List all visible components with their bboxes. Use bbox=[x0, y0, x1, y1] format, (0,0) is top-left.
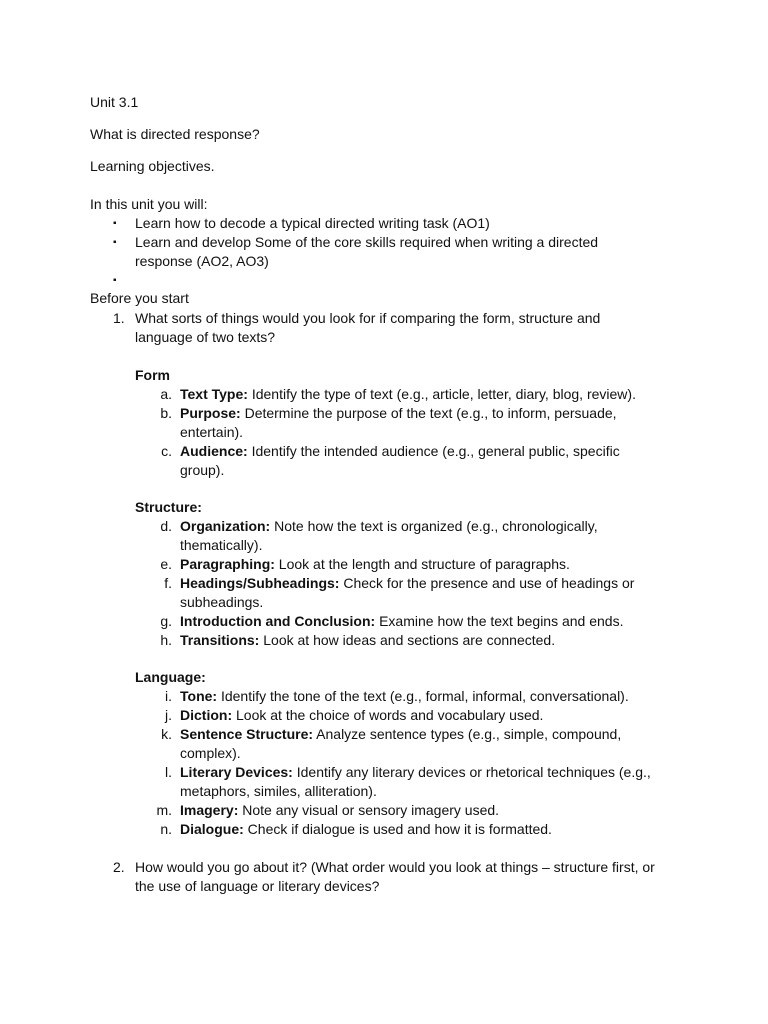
item-letter: n. bbox=[160, 821, 172, 837]
bullet-marker-empty: ▪ bbox=[113, 275, 117, 286]
list-item-diction bbox=[180, 706, 543, 725]
item-description: Identify any literary devices or rhetorical techniques (e.g., bbox=[292, 764, 651, 780]
item-description: Note how the text is organized (e.g., chronologically, bbox=[270, 518, 598, 534]
list-item-text-type bbox=[180, 385, 636, 404]
item-term: Sentence Structure: bbox=[180, 726, 314, 742]
item-letter: j. bbox=[165, 707, 172, 723]
objectives-label: Learning objectives. bbox=[90, 158, 215, 174]
item-letter: b. bbox=[160, 405, 172, 421]
item-letter: m. bbox=[156, 802, 172, 818]
list-item-literary-devices bbox=[180, 763, 651, 782]
item-description-continued: complex). bbox=[180, 745, 241, 761]
item-description: Note any visual or sensory imagery used. bbox=[238, 802, 500, 818]
item-term: Introduction and Conclusion: bbox=[180, 613, 376, 629]
question-text: What sorts of things would you look for if comparing the form, structure and bbox=[135, 310, 601, 326]
list-item-paragraphing bbox=[180, 555, 570, 574]
bullet-marker: ▪ bbox=[113, 237, 117, 248]
item-term: Headings/Subheadings: bbox=[180, 575, 340, 591]
list-item-purpose bbox=[180, 404, 617, 423]
item-description: Look at how ideas and sections are connected. bbox=[259, 632, 556, 648]
item-term: Transitions: bbox=[180, 632, 260, 648]
item-description: Check for the presence and use of headings or bbox=[339, 575, 635, 591]
item-term: Tone: bbox=[180, 688, 218, 704]
item-term: Organization: bbox=[180, 518, 271, 534]
list-item-organization bbox=[180, 517, 598, 536]
list-item-audience bbox=[180, 442, 620, 461]
item-description: Determine the purpose of the text (e.g., to inform, persuade, bbox=[240, 405, 617, 421]
item-letter: f. bbox=[164, 575, 172, 591]
question-text-continued: language of two texts? bbox=[135, 329, 276, 345]
item-letter: e. bbox=[160, 556, 172, 572]
item-description-continued: entertain). bbox=[180, 424, 244, 440]
item-description-continued: thematically). bbox=[180, 537, 263, 553]
item-letter: l. bbox=[165, 764, 172, 780]
item-description: Identify the tone of the text (e.g., formal, informal, conversational). bbox=[217, 688, 629, 704]
bullet-text-continued: response (AO2, AO3) bbox=[135, 253, 269, 269]
item-term: Audience: bbox=[180, 443, 248, 459]
item-description: Identify the intended audience (e.g., general public, specific bbox=[247, 443, 620, 459]
item-term: Diction: bbox=[180, 707, 233, 723]
item-letter: a. bbox=[160, 386, 172, 402]
item-description-continued: subheadings. bbox=[180, 594, 264, 610]
list-item-tone bbox=[180, 687, 629, 706]
item-letter: d. bbox=[160, 518, 172, 534]
before-start-heading: Before you start bbox=[90, 290, 189, 306]
item-description: Check if dialogue is used and how it is formatted. bbox=[243, 821, 552, 837]
question-text-continued: the use of language or literary devices? bbox=[135, 878, 380, 894]
item-description-continued: metaphors, similes, alliteration). bbox=[180, 783, 377, 799]
bullet-marker: ▪ bbox=[113, 218, 117, 229]
item-description: Look at the length and structure of paragraphs. bbox=[274, 556, 570, 572]
list-item-dialogue bbox=[180, 820, 552, 839]
item-letter: k. bbox=[161, 726, 172, 742]
bullet-text: Learn how to decode a typical directed writing task (AO1) bbox=[135, 215, 490, 231]
item-description: Look at the choice of words and vocabulary used. bbox=[232, 707, 544, 723]
intro-text: In this unit you will: bbox=[90, 196, 208, 212]
section-heading-structure: Structure: bbox=[135, 499, 202, 515]
list-item-headings bbox=[180, 574, 634, 593]
list-item-sentence-structure bbox=[180, 725, 621, 744]
question-title: What is directed response? bbox=[90, 126, 260, 142]
section-heading-form: Form bbox=[135, 367, 170, 383]
item-description: Examine how the text begins and ends. bbox=[375, 613, 624, 629]
item-term: Purpose: bbox=[180, 405, 241, 421]
list-item-imagery bbox=[180, 801, 499, 820]
question-number: 2. bbox=[113, 859, 125, 875]
unit-title: Unit 3.1 bbox=[90, 94, 139, 110]
item-term: Dialogue: bbox=[180, 821, 244, 837]
item-term: Paragraphing: bbox=[180, 556, 275, 572]
item-term: Literary Devices: bbox=[180, 764, 293, 780]
item-letter: h. bbox=[160, 632, 172, 648]
item-letter: c. bbox=[161, 443, 172, 459]
bullet-text: Learn and develop Some of the core skills required when writing a directed bbox=[135, 234, 599, 250]
section-heading-language: Language: bbox=[135, 669, 206, 685]
item-description-continued: group). bbox=[180, 462, 225, 478]
list-item-transitions bbox=[180, 631, 555, 650]
item-letter: g. bbox=[160, 613, 172, 629]
item-description: Analyze sentence types (e.g., simple, compound, bbox=[313, 726, 622, 742]
item-letter: i. bbox=[165, 688, 172, 704]
question-number: 1. bbox=[113, 310, 125, 326]
item-term: Imagery: bbox=[180, 802, 239, 818]
item-term: Text Type: bbox=[180, 386, 248, 402]
list-item-intro-conclusion bbox=[180, 612, 623, 631]
question-text: How would you go about it? (What order would you look at things – structure first, or bbox=[135, 859, 655, 875]
item-description: Identify the type of text (e.g., article, letter, diary, blog, review). bbox=[247, 386, 636, 402]
